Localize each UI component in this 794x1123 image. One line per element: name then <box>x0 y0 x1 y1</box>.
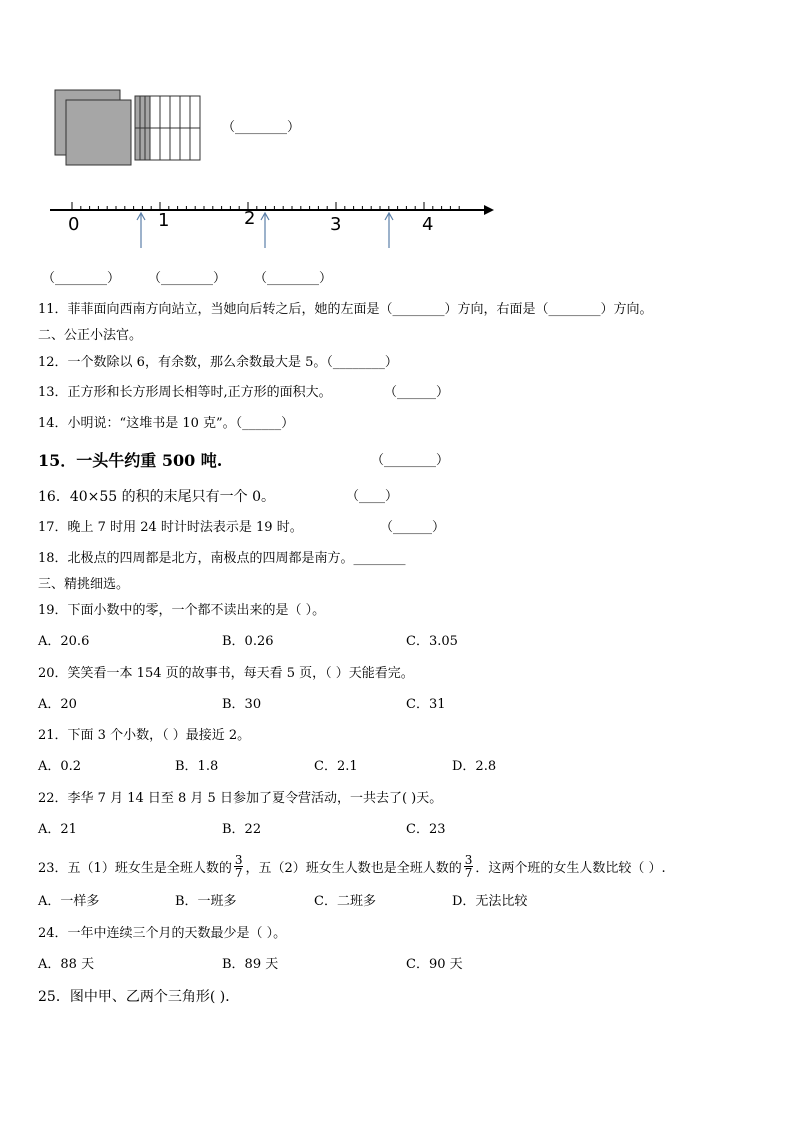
option-24-c[interactable]: C．90 天 <box>406 957 463 972</box>
question-23-part-b: ，五（2）班女生人数也是全班人数的 <box>245 861 462 876</box>
option-20-b[interactable]: B．30 <box>222 697 262 712</box>
number-line-blank-1[interactable]: （________） <box>42 271 121 286</box>
tick-label: 4 <box>422 214 434 235</box>
fraction-numerator: 3 <box>464 853 473 867</box>
section-3-title: 三、精挑细选。 <box>38 577 130 592</box>
option-23-c[interactable]: C．二班多 <box>314 894 376 909</box>
question-13-blank[interactable]: （______） <box>384 385 450 400</box>
tick-label: 2 <box>244 208 256 229</box>
question-23-part-c: ．这两个班的女生人数比较（ ）. <box>475 861 666 876</box>
number-line-svg <box>46 196 498 252</box>
number-line-blank-2[interactable]: （________） <box>148 271 227 286</box>
option-22-b[interactable]: B．22 <box>222 822 262 837</box>
section-2-title: 二、公正小法官。 <box>38 328 143 343</box>
option-19-b[interactable]: B．0.26 <box>222 634 274 649</box>
option-21-c[interactable]: C．2.1 <box>314 759 358 774</box>
option-20-a[interactable]: A．20 <box>38 697 77 712</box>
question-21: 21．下面 3 个小数，（ ）最接近 2。 <box>38 728 251 743</box>
option-19-a[interactable]: A．20.6 <box>38 634 90 649</box>
option-23-a[interactable]: A．一样多 <box>38 894 100 909</box>
arrow-head-icon <box>484 205 494 215</box>
question-24: 24．一年中连续三个月的天数最少是（ ）。 <box>38 926 287 941</box>
question-15: 15．一头牛约重 500 吨. <box>38 451 223 470</box>
option-21-b[interactable]: B．1.8 <box>175 759 219 774</box>
question-16-blank[interactable]: （____） <box>346 489 399 504</box>
up-arrow-icon <box>137 213 145 248</box>
square-grid-diagram <box>54 88 214 170</box>
question-22: 22．李华 7 月 14 日至 8 月 5 日参加了夏令营活动，一共去了( )天。 <box>38 791 443 806</box>
option-20-c[interactable]: C．31 <box>406 697 446 712</box>
tick-label: 1 <box>158 210 170 231</box>
question-23-part-a: 23．五（1）班女生是全班人数的 <box>38 861 232 876</box>
question-12: 12．一个数除以 6，有余数，那么余数最大是 5。（________） <box>38 355 398 370</box>
question-13: 13．正方形和长方形周长相等时,正方形的面积大。 <box>38 385 332 400</box>
question-18: 18．北极点的四周都是北方，南极点的四周都是南方。________ <box>38 551 406 566</box>
question-15-blank[interactable]: （________） <box>371 453 450 468</box>
option-21-d[interactable]: D．2.8 <box>452 759 497 774</box>
figure-blank[interactable]: （________） <box>222 120 301 135</box>
option-19-c[interactable]: C．3.05 <box>406 634 458 649</box>
hundred-square-figure <box>54 88 214 170</box>
option-21-a[interactable]: A．0.2 <box>38 759 82 774</box>
tick-label: 3 <box>330 214 342 235</box>
question-17-blank[interactable]: （______） <box>380 520 446 535</box>
question-14: 14．小明说：“这堆书是 10 克”。（______） <box>38 416 295 431</box>
question-25: 25．图中甲、乙两个三角形( )． <box>38 989 240 1005</box>
fraction-denominator: 7 <box>464 866 473 880</box>
up-arrow-icon <box>261 213 269 248</box>
fraction-numerator: 3 <box>234 853 243 867</box>
question-20: 20．笑笑看一本 154 页的故事书，每天看 5 页，（ ）天能看完。 <box>38 666 414 681</box>
option-22-c[interactable]: C．23 <box>406 822 446 837</box>
option-24-a[interactable]: A．88 天 <box>38 957 95 972</box>
number-line-blank-3[interactable]: （________） <box>254 271 333 286</box>
question-23 <box>38 853 666 881</box>
option-24-b[interactable]: B．89 天 <box>222 957 279 972</box>
number-line <box>46 196 498 252</box>
tick-label: 0 <box>68 214 80 235</box>
question-11: 11．菲菲面向西南方向站立，当她向后转之后，她的左面是（________）方向，右面是（________）方向。 <box>38 302 653 317</box>
question-16: 16．40×55 的积的末尾只有一个 0。 <box>38 489 275 505</box>
fraction-three-sevenths <box>234 854 244 879</box>
up-arrow-icon <box>385 213 393 248</box>
question-17: 17．晚上 7 时用 24 时计时法表示是 19 时。 <box>38 520 303 535</box>
fraction-three-sevenths <box>464 854 474 879</box>
option-23-b[interactable]: B．一班多 <box>175 894 237 909</box>
option-22-a[interactable]: A．21 <box>38 822 77 837</box>
fraction-denominator: 7 <box>234 866 243 880</box>
option-23-d[interactable]: D．无法比较 <box>452 894 528 909</box>
question-19: 19．下面小数中的零，一个都不读出来的是（ ）。 <box>38 603 326 618</box>
